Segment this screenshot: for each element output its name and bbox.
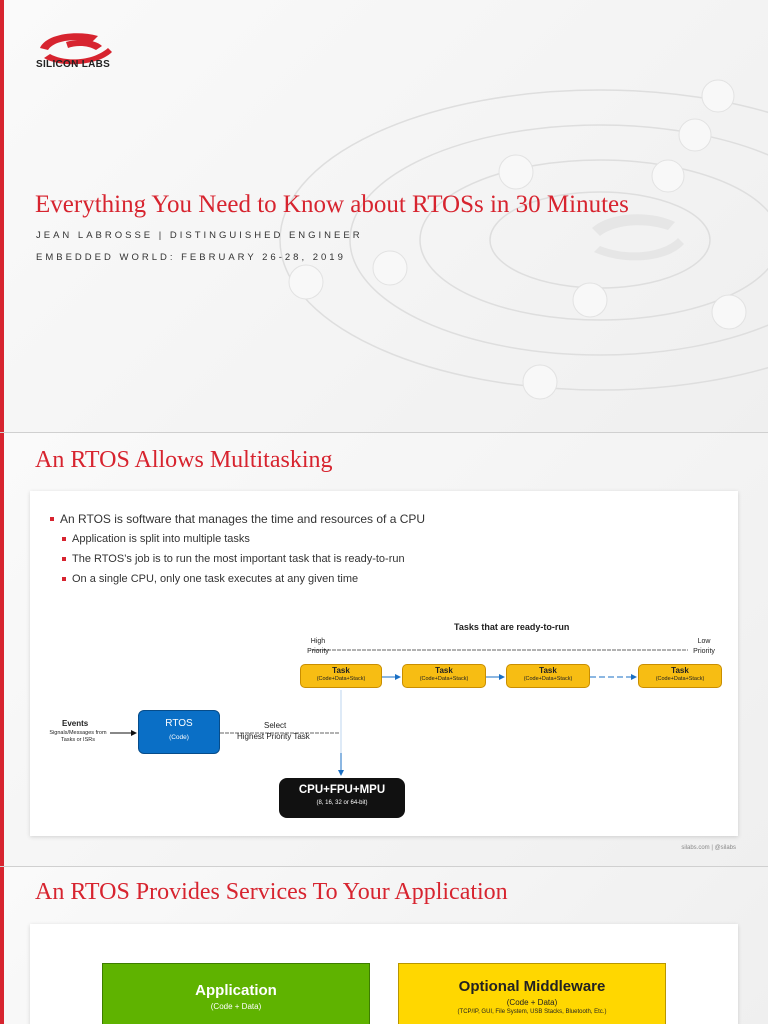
- task-sub: (Code+Data+Stack): [316, 676, 366, 682]
- presenter-line: JEAN LABROSSE | DISTINGUISHED ENGINEER: [36, 230, 363, 241]
- presentation-title: Everything You Need to Know about RTOSs in 30 Minutes: [35, 191, 629, 218]
- cpu-label: CPU+FPU+MPU: [298, 784, 386, 796]
- task-sub: (Code+Data+Stack): [419, 676, 469, 682]
- high-priority-label: High Priority: [307, 638, 329, 655]
- services-slide: [0, 867, 768, 1024]
- task-box-4: [638, 664, 722, 688]
- middleware-box: [398, 963, 666, 1024]
- logo-wordmark: SILICON LABS: [36, 59, 111, 70]
- sub-bullet-1: Application is split into multiple tasks: [48, 529, 425, 549]
- cpu-sub: (8, 16, 32 or 64-bit): [316, 800, 368, 806]
- tasks-header: Tasks that are ready-to-run: [454, 622, 570, 632]
- application-label: Application: [195, 982, 277, 999]
- task-box-3: [506, 664, 590, 688]
- rtos-box: [138, 710, 220, 754]
- task-label: Task: [539, 666, 557, 675]
- slide-accent-bar: [0, 867, 4, 1024]
- slide-title: An RTOS Allows Multitasking: [35, 447, 333, 473]
- task-box-1: [300, 664, 382, 688]
- sub-bullet-2: The RTOS’s job is to run the most important task that is ready-to-run: [48, 549, 425, 569]
- sub-bullet-3: On a single CPU, only one task executes at any given time: [48, 569, 425, 589]
- low-priority-label: Low Priority: [693, 638, 715, 655]
- content-card: [30, 491, 738, 836]
- middleware-detail: (TCP/IP, GUI, File System, USB Stacks, Bluetooth, Etc.): [457, 1009, 607, 1015]
- rtos-sub: (Code): [169, 734, 189, 741]
- multitasking-slide: [0, 433, 768, 866]
- task-label: Task: [332, 666, 350, 675]
- rtos-label: RTOS: [165, 718, 193, 729]
- select-label: Select: [264, 721, 287, 730]
- middleware-sub: (Code + Data): [506, 998, 558, 1007]
- select-sub: Highest Priority Task: [237, 732, 310, 741]
- event-line: EMBEDDED WORLD: FEBRUARY 26-28, 2019: [36, 252, 346, 263]
- slide-footer: silabs.com | @silabs: [681, 845, 736, 851]
- cpu-box: [279, 778, 405, 818]
- application-box: [102, 963, 370, 1024]
- task-sub: (Code+Data+Stack): [655, 676, 705, 682]
- task-sub: (Code+Data+Stack): [523, 676, 573, 682]
- events-label: Events: [62, 719, 89, 728]
- slide-title: An RTOS Provides Services To Your Application: [35, 879, 508, 905]
- task-label: Task: [435, 666, 453, 675]
- task-box-2: [402, 664, 486, 688]
- slide-accent-bar: [0, 433, 4, 866]
- task-label: Task: [671, 666, 689, 675]
- bullet-main: An RTOS is software that manages the time and resources of a CPU: [48, 509, 425, 529]
- events-sub: Signals/Messages from Tasks or ISRs: [49, 730, 107, 743]
- title-slide: [0, 0, 768, 432]
- middleware-label: Optional Middleware: [458, 978, 606, 995]
- watermark-logo: [592, 214, 684, 260]
- application-sub: (Code + Data): [210, 1002, 262, 1011]
